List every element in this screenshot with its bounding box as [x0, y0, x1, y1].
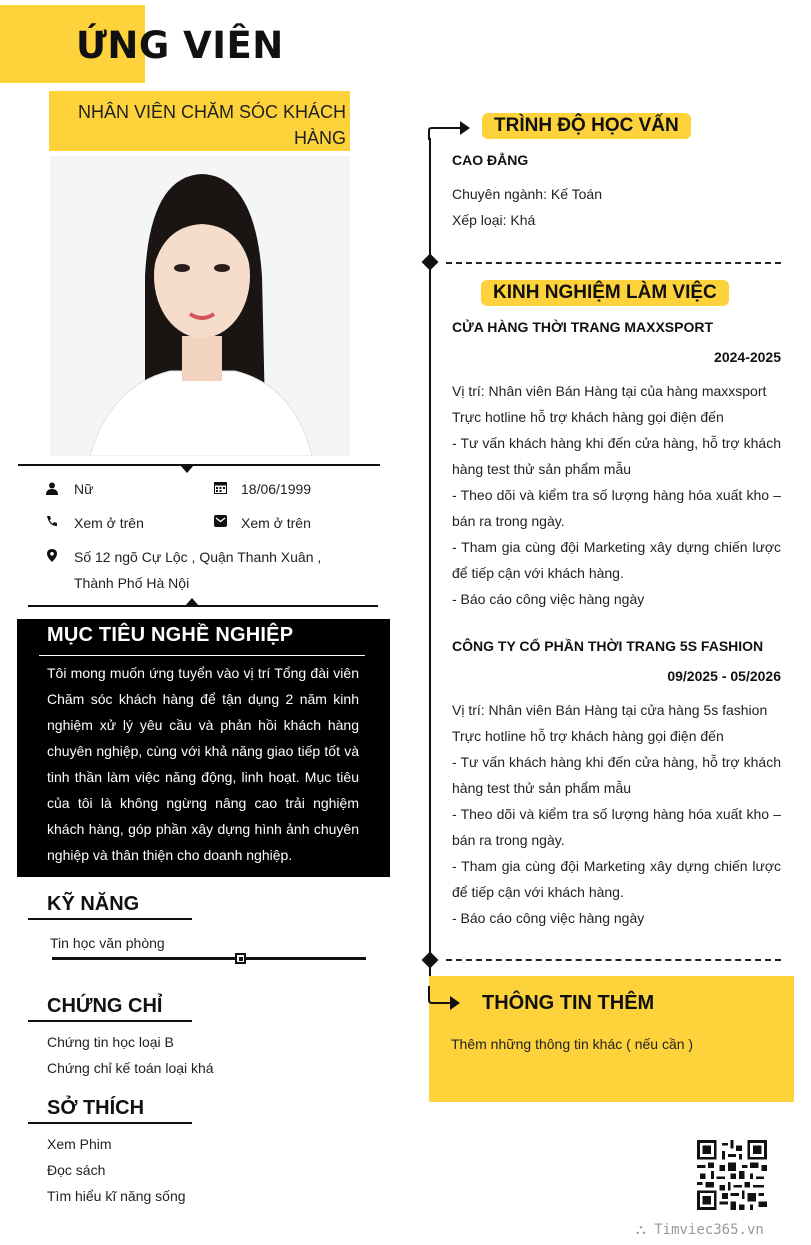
- job-company: CỬA HÀNG THỜI TRANG MAXXSPORT: [452, 319, 714, 335]
- user-icon: [44, 480, 60, 496]
- job-line: - Tư vấn khách hàng khi đến cửa hàng, hỗ trợ khách hàng test thử sản phẩm mẫu: [452, 754, 781, 796]
- certificate-item: Chứng chỉ kế toán loại khá: [47, 1060, 214, 1076]
- objective-title: MỤC TIÊU NGHỀ NGHIỆP: [47, 624, 294, 646]
- email-icon: [212, 513, 228, 529]
- job-company: CÔNG TY CỔ PHẦN THỜI TRANG 5S FASHION: [452, 638, 764, 654]
- skills-underline: [28, 918, 192, 920]
- objective-text: Tôi mong muốn ứng tuyển vào vị trí Tổng đài viên Chăm sóc khách hàng để tận dụng 2 năm kinh nghiệm xử lý yêu cầu và phản hồi khách hàng chuyên nghiệp, cùng với khả năng giao tiếp tốt và tinh thần làm việc năng động, linh hoạt. Mục tiêu của tôi là không ngừng nâng cao trải nghiệm khách hàng, góp phần xây dựng hình ảnh chuyên nghiệp và thân thiện cho doanh nghiệp.: [47, 665, 359, 863]
- job-description: [452, 378, 781, 612]
- timeline-diamond-icon: [422, 952, 439, 969]
- objective-underline: [39, 655, 365, 656]
- job-period: 09/2025 - 05/2026: [667, 668, 781, 684]
- extra-info-arrow-icon: [428, 986, 464, 1016]
- phone-value: Xem ở trên: [74, 515, 144, 531]
- certificates-title: CHỨNG CHỈ: [47, 995, 163, 1017]
- contact-divider: [28, 605, 378, 607]
- divider-arrow-up-icon: [185, 598, 199, 606]
- dob-value: 18/06/1999: [241, 481, 312, 497]
- address-line2: Thành Phố Hà Nội: [74, 575, 190, 591]
- hobbies-underline: [28, 1122, 192, 1124]
- photo-divider: [18, 464, 380, 466]
- candidate-photo: [50, 156, 350, 456]
- divider-arrow-down-icon: [180, 465, 194, 473]
- job-line: - Tư vấn khách hàng khi đến cửa hàng, hỗ trợ khách hàng test thử sản phẩm mẫu: [452, 435, 781, 477]
- desired-position: NHÂN VIÊN CHĂM SÓC KHÁCH HÀNG: [49, 91, 350, 151]
- job-line: Vị trí: Nhân viên Bán Hàng tại cửa hàng 5s fashion: [452, 702, 768, 718]
- education-major: Chuyên ngành: Kế Toán: [452, 186, 602, 202]
- skills-title: KỸ NĂNG: [47, 893, 140, 915]
- hobbies-title: SỞ THÍCH: [47, 1097, 145, 1119]
- gender-value: Nữ: [74, 481, 94, 497]
- job-description: [452, 697, 781, 931]
- qr-code-icon: [697, 1140, 767, 1210]
- portrait-image: [50, 156, 350, 456]
- calendar-icon: [212, 479, 228, 495]
- skill-level-bar: [52, 957, 366, 960]
- footer-brand[interactable]: [636, 1222, 764, 1238]
- education-school: CAO ĐẲNG: [452, 152, 529, 168]
- job-line: - Theo dõi và kiểm tra số lượng hàng hóa xuất kho – bán ra trong ngày.: [452, 806, 781, 848]
- extra-info-text: Thêm những thông tin khác ( nếu cần ): [451, 1036, 694, 1052]
- location-pin-icon: [44, 547, 60, 563]
- address-line1: Số 12 ngõ Cự Lộc , Quận Thanh Xuân ,: [74, 549, 322, 565]
- job-line: - Theo dõi và kiểm tra số lượng hàng hóa xuất kho – bán ra trong ngày.: [452, 487, 781, 529]
- job-period: 2024-2025: [714, 349, 781, 365]
- skill-level-marker: [235, 953, 246, 964]
- job-line: - Tham gia cùng đội Marketing xây dựng chiến lược để tiếp cận với khách hàng.: [452, 858, 781, 900]
- job-line: - Báo cáo công việc hàng ngày: [452, 910, 645, 926]
- career-objective-section: [17, 619, 390, 877]
- phone-icon: [44, 513, 60, 529]
- brand-logo-icon: ⛬: [636, 1222, 655, 1238]
- hobby-item: Tìm hiểu kĩ năng sống: [47, 1188, 186, 1204]
- candidate-name: ỨNG VIÊN: [76, 24, 284, 67]
- job-line: - Tham gia cùng đội Marketing xây dựng chiến lược để tiếp cận với khách hàng.: [452, 539, 781, 581]
- timeline-arrow-icon: [428, 118, 474, 142]
- certificates-underline: [28, 1020, 192, 1022]
- extra-info-title: THÔNG TIN THÊM: [482, 992, 655, 1014]
- skill-name: Tin học văn phòng: [50, 935, 165, 951]
- job-line: Trực hotline hỗ trợ khách hàng gọi điện đến: [452, 409, 724, 425]
- job-line: Trực hotline hỗ trợ khách hàng gọi điện đến: [452, 728, 724, 744]
- experience-title: KINH NGHIỆM LÀM VIỆC: [481, 280, 729, 306]
- brand-name: Timviec365.vn: [654, 1222, 764, 1238]
- job-line: - Báo cáo công việc hàng ngày: [452, 591, 645, 607]
- education-rank: Xếp loại: Khá: [452, 212, 536, 228]
- section-dashed-divider: [446, 959, 781, 961]
- hobby-item: Đọc sách: [47, 1162, 106, 1178]
- job-line: Vị trí: Nhân viên Bán Hàng tại của hàng maxxsport: [452, 383, 767, 399]
- certificate-item: Chứng tin học loại B: [47, 1034, 174, 1050]
- timeline-diamond-icon: [422, 254, 439, 271]
- email-value: Xem ở trên: [241, 515, 311, 531]
- section-dashed-divider: [446, 262, 781, 264]
- hobby-item: Xem Phim: [47, 1136, 112, 1152]
- education-title: TRÌNH ĐỘ HỌC VẤN: [482, 113, 691, 139]
